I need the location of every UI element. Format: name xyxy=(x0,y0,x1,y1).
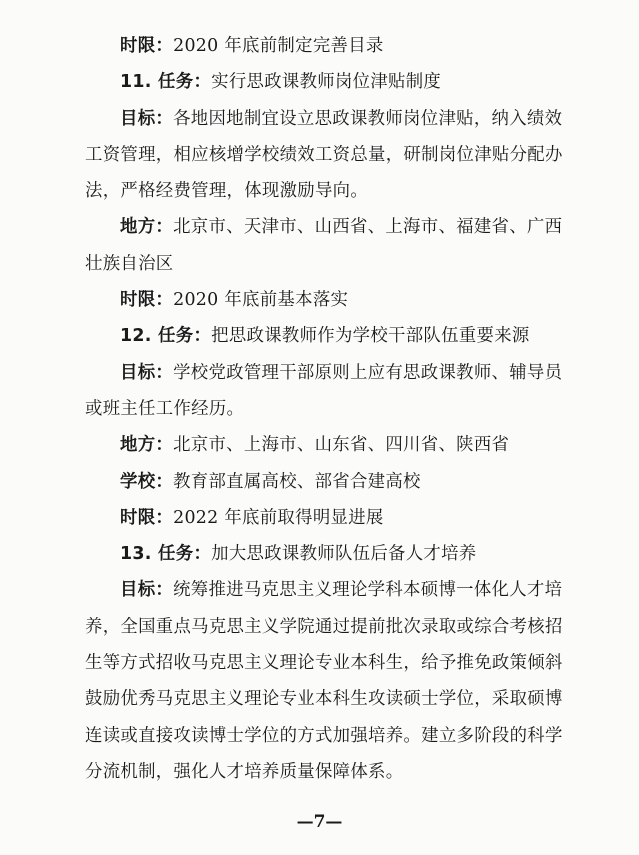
paragraph-label: 目标： xyxy=(120,362,174,383)
paragraph-text: 把思政课教师作为学校干部队伍重要来源 xyxy=(211,326,530,347)
paragraph-task-11 xyxy=(85,64,579,100)
paragraph-text: 北京市、上海市、山东省、四川省、陕西省 xyxy=(173,435,510,456)
paragraph-label: 时限： xyxy=(120,36,174,56)
paragraph-deadline-12 xyxy=(85,500,579,536)
paragraph-text: 学校党政管理干部原则上应有思政课教师、辅导员或班主任工作经历。 xyxy=(85,362,563,419)
paragraph-task-13 xyxy=(85,536,579,572)
paragraph-text: 加大思政课教师队伍后备人才培养 xyxy=(211,544,477,565)
paragraph-label: 时限： xyxy=(120,507,174,528)
paragraph-text: 2022 年底前取得明显进展 xyxy=(173,507,384,528)
paragraph-deadline-1 xyxy=(85,28,579,64)
paragraph-goal-11 xyxy=(85,101,579,210)
paragraph-label: 地方： xyxy=(120,435,174,456)
paragraph-label: 目标： xyxy=(120,580,174,601)
paragraph-text: 北京市、天津市、山西省、上海市、福建省、广西壮族自治区 xyxy=(85,217,563,274)
paragraph-text: 2020 年底前基本落实 xyxy=(173,290,349,311)
paragraph-goal-12 xyxy=(85,355,579,428)
paragraph-label: 12. 任务： xyxy=(120,326,212,347)
paragraph-region-12 xyxy=(85,427,579,463)
paragraph-label: 学校： xyxy=(120,471,174,492)
paragraph-text: 2020 年底前制定完善目录 xyxy=(173,36,384,56)
paragraph-goal-13 xyxy=(85,572,579,790)
paragraph-text: 统筹推进马克思主义理论学科本硕博一体化人才培养，全国重点马克思主义学院通过提前批次录取或综合考核招生等方式招收马克思主义理论专业本科生，给予推免政策倾斜鼓励优秀马克思主义理论专业本科生攻读硕士学位，采取硕博连读或直接攻读博士学位的方式加强培养。建立多阶段的科学分流机制，强化人才培养质量保障体系。 xyxy=(85,580,563,782)
paragraph-text: 实行思政课教师岗位津贴制度 xyxy=(211,72,442,93)
paragraph-region-11 xyxy=(85,209,579,282)
paragraph-text: 教育部直属高校、部省合建高校 xyxy=(173,471,421,492)
paragraph-deadline-11 xyxy=(85,282,579,318)
paragraph-label: 11. 任务： xyxy=(120,72,212,93)
paragraph-label: 目标： xyxy=(120,108,174,129)
paragraph-label: 13. 任务： xyxy=(120,544,212,565)
page-number: —7— xyxy=(296,812,343,832)
paragraph-school-12 xyxy=(85,464,579,500)
paragraph-label: 时限： xyxy=(120,290,174,311)
paragraph-label: 地方： xyxy=(120,217,174,238)
paragraph-text: 各地因地制宜设立思政课教师岗位津贴，纳入绩效工资管理，相应核增学校绩效工资总量，研制岗位津贴分配办法，严格经费管理，体现激励导向。 xyxy=(85,108,563,202)
paragraph-task-12 xyxy=(85,318,579,354)
